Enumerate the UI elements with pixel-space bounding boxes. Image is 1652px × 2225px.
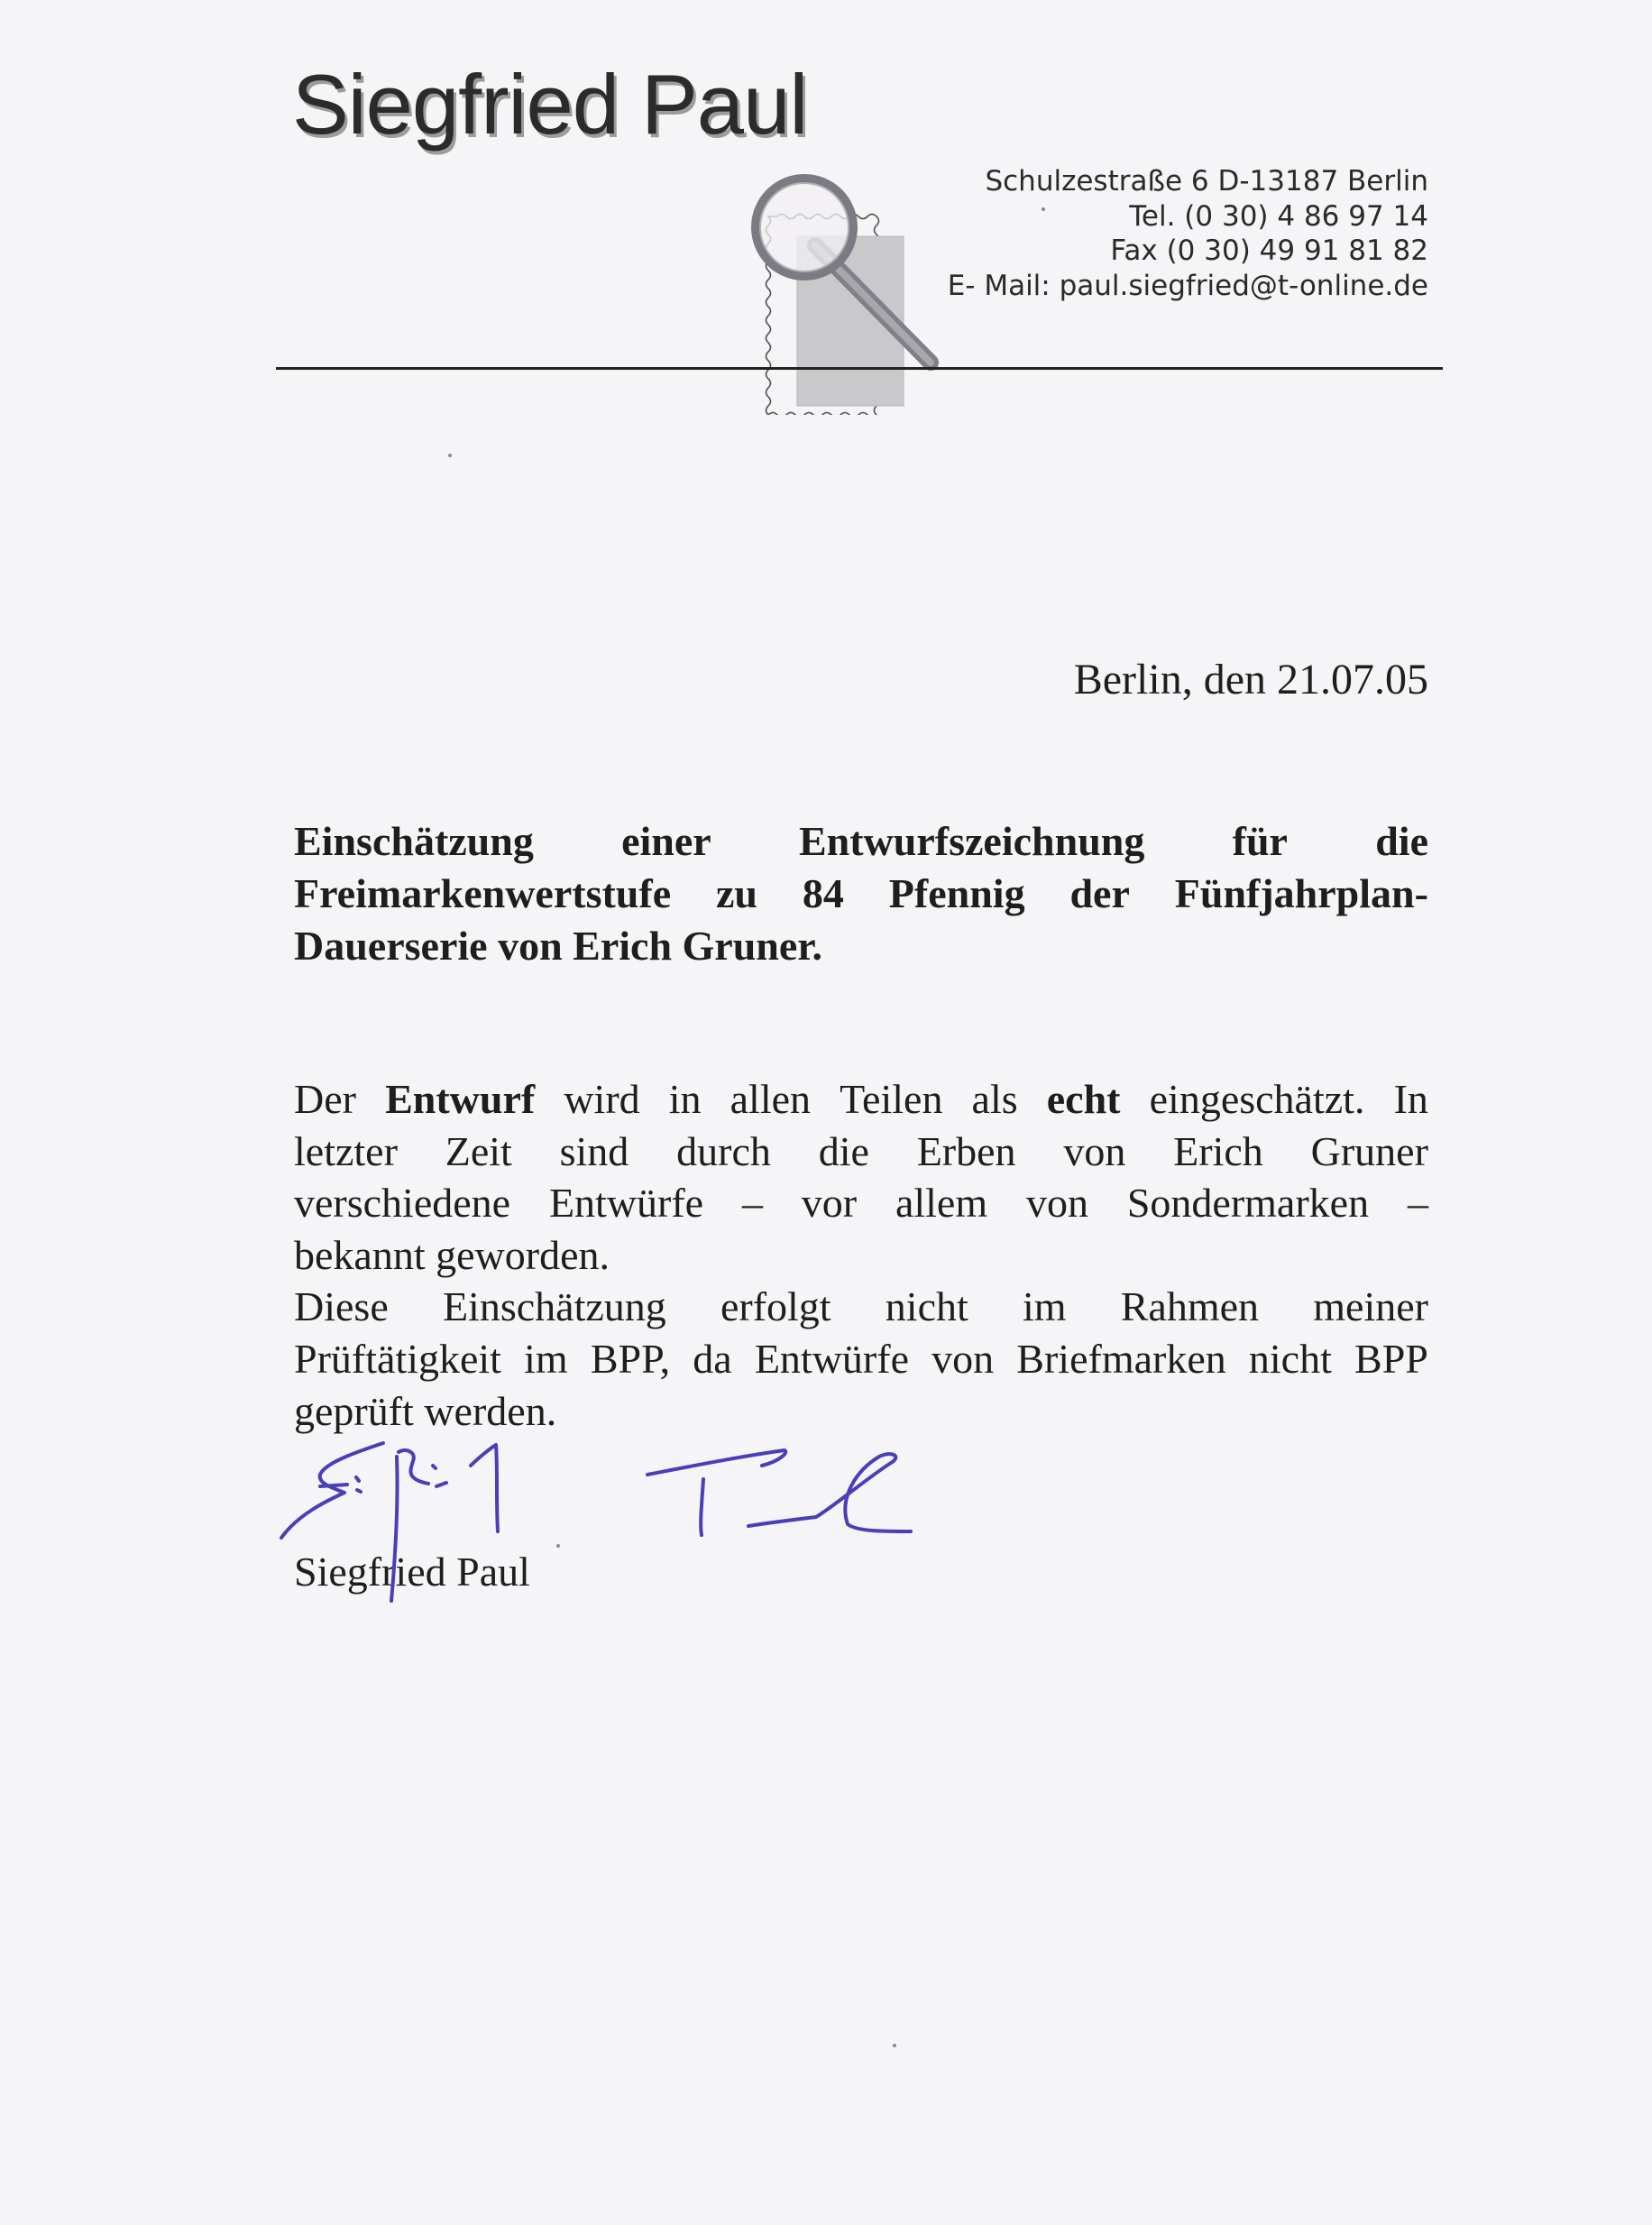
paper-speck (556, 1544, 560, 1548)
fax-line: Fax (0 30) 49 91 81 82 (1110, 234, 1428, 267)
subject-heading (294, 815, 1428, 972)
body-word: allem (895, 1180, 988, 1227)
paper-speck (893, 2044, 896, 2047)
subject-word: der (1069, 870, 1130, 916)
body-word: Sondermarken (1126, 1180, 1370, 1227)
emphasis-entwurf: Entwurf (385, 1076, 536, 1122)
body-line: geprüft werden. (294, 1387, 557, 1434)
body-word: Zeit (445, 1127, 512, 1174)
body-word: Rahmen (1120, 1283, 1260, 1330)
body-word: Erben (916, 1127, 1016, 1174)
subject-word: Einschätzung (294, 818, 534, 864)
body-word: eingeschätzt. (1149, 1076, 1365, 1122)
letterhead-divider (276, 367, 1443, 370)
subject-word: einer (621, 818, 711, 864)
handwritten-signature (271, 1425, 920, 1605)
body-word: als (971, 1076, 1018, 1122)
emphasis-echt: echt (1046, 1076, 1121, 1122)
subject-word: die (1375, 818, 1428, 864)
body-line: bekannt geworden. (294, 1231, 610, 1278)
contact-block (948, 164, 1428, 303)
body-line (294, 1281, 1428, 1333)
body-word: – (1407, 1180, 1428, 1227)
body-word: verschiedene (294, 1180, 511, 1227)
body-word: Entwürfe (548, 1180, 704, 1227)
body-word: Erich (1173, 1127, 1263, 1174)
body-word: da (693, 1335, 732, 1382)
body-word: BPP, (590, 1335, 671, 1382)
body-word: von (932, 1335, 995, 1382)
body-word: meiner (1313, 1283, 1428, 1330)
letterhead-name: Siegfried Paul (292, 57, 808, 152)
body-word: Entwürfe (754, 1335, 909, 1382)
body-word: im (1022, 1283, 1067, 1330)
body-word: vor (801, 1180, 858, 1227)
body-word: von (1025, 1180, 1088, 1227)
body-line (294, 1177, 1428, 1229)
address-line: Schulzestraße 6 D-13187 Berlin (985, 165, 1428, 198)
body-word: Diese (294, 1283, 389, 1330)
body-word: im (524, 1335, 568, 1382)
body-word: sind (559, 1127, 629, 1174)
body-word: wird (564, 1076, 640, 1122)
body-word: Der (294, 1076, 356, 1122)
body-word: BPP (1354, 1335, 1428, 1382)
subject-word: 84 (802, 870, 844, 916)
body-word: In (1393, 1076, 1428, 1122)
body-word: Einschätzung (442, 1283, 666, 1330)
phone-line: Tel. (0 30) 4 86 97 14 (1129, 199, 1428, 233)
stamp-magnifier-logo-icon (741, 171, 940, 415)
letter-body (294, 1073, 1428, 1437)
body-word: die (818, 1127, 869, 1174)
body-word: in (668, 1076, 702, 1122)
subject-word: zu (716, 870, 758, 916)
body-word: erfolgt (720, 1283, 831, 1330)
email-line: E- Mail: paul.siegfried@t-online.de (947, 269, 1428, 302)
body-word: allen (730, 1076, 812, 1122)
body-word: durch (676, 1127, 771, 1174)
paper-speck (1042, 207, 1045, 211)
body-line (294, 1333, 1428, 1385)
date-line: Berlin, den 21.07.05 (1073, 656, 1428, 703)
body-word: Teilen (840, 1076, 943, 1122)
paper-speck (448, 454, 452, 457)
subject-line-1 (294, 815, 1428, 868)
body-word: von (1063, 1127, 1126, 1174)
body-word: letzter (294, 1127, 398, 1174)
body-word: Gruner (1310, 1127, 1428, 1174)
body-line (294, 1073, 1428, 1126)
subject-word: Fünfjahrplan- (1174, 870, 1428, 916)
subject-word: für (1232, 818, 1288, 864)
body-word: Briefmarken (1016, 1335, 1226, 1382)
body-word: – (741, 1180, 763, 1227)
signer-name: Siegfried Paul (294, 1549, 530, 1595)
body-word: Prüftätigkeit (294, 1335, 501, 1382)
subject-word: Pfennig (888, 870, 1025, 916)
subject-line-3: Dauerserie von Erich Gruner. (294, 923, 823, 969)
subject-word: Entwurfszeichnung (798, 818, 1145, 864)
body-line (294, 1126, 1428, 1178)
body-word: nicht (885, 1283, 968, 1330)
subject-word: Freimarkenwertstufe (294, 870, 672, 916)
subject-line-2 (294, 868, 1428, 920)
body-word: nicht (1248, 1335, 1332, 1382)
